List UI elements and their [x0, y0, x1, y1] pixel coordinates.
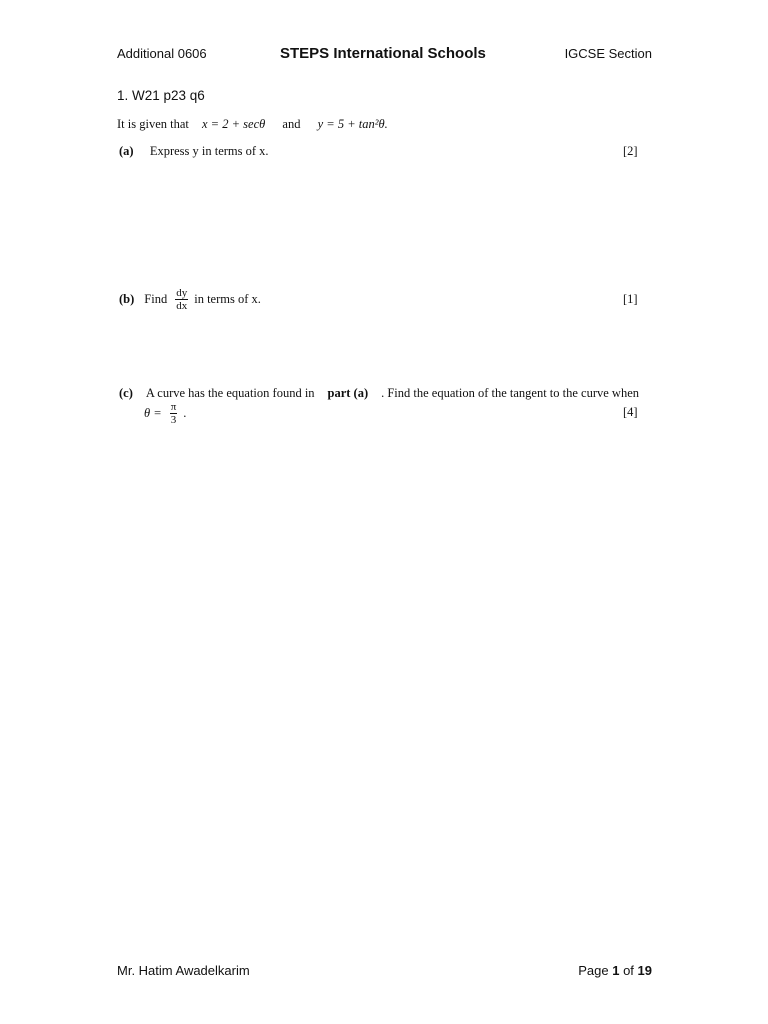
part-b [119, 287, 261, 312]
page-current: 1 [612, 963, 620, 978]
dy-dx-fraction [175, 287, 188, 312]
header-section: IGCSE Section [564, 46, 652, 61]
part-b-label: (b) [119, 292, 135, 307]
fraction-numerator: π [170, 401, 177, 413]
page-prefix: Page [578, 963, 609, 978]
part-a-marks: [2] [623, 144, 638, 158]
theta-equals: θ = [144, 406, 162, 421]
part-a-text: Express y in terms of x. [149, 144, 269, 158]
fraction-denominator: dx [176, 300, 188, 313]
page-of: of [623, 963, 634, 978]
part-a [119, 144, 269, 159]
part-c-text-bold: part (a) [327, 386, 369, 400]
footer-author: Mr. Hatim Awadelkarim [117, 963, 250, 978]
given-x-equation: x = 2 + secθ [202, 117, 266, 131]
question-given-statement [117, 117, 388, 132]
fraction-denominator: 3 [170, 414, 177, 427]
part-b-text-after: in terms of x. [194, 292, 261, 307]
part-c-text-b: . Find the equation of the tangent to the curve when [381, 386, 639, 400]
part-b-text-before: Find [144, 292, 168, 307]
part-c-line2 [144, 401, 186, 426]
footer-page-number [578, 963, 652, 978]
given-y-equation: y = 5 + tan²θ. [317, 117, 388, 131]
pi-over-three-fraction [170, 401, 178, 426]
part-b-marks: [1] [623, 292, 638, 306]
page-total: 19 [637, 963, 652, 978]
given-prefix: It is given that [117, 117, 189, 131]
part-c-line1 [119, 386, 639, 401]
fraction-numerator: dy [176, 287, 188, 299]
part-c-marks: [4] [623, 405, 638, 419]
header-subject: Additional 0606 [117, 46, 207, 61]
given-and: and [282, 117, 301, 131]
part-c-period: . [183, 406, 187, 421]
part-c-label: (c) [119, 386, 133, 400]
header-school-name: STEPS International Schools [280, 45, 486, 62]
part-a-label: (a) [119, 144, 134, 158]
question-number: 1. W21 p23 q6 [117, 88, 205, 103]
part-c-text-a: A curve has the equation found in [145, 386, 315, 400]
